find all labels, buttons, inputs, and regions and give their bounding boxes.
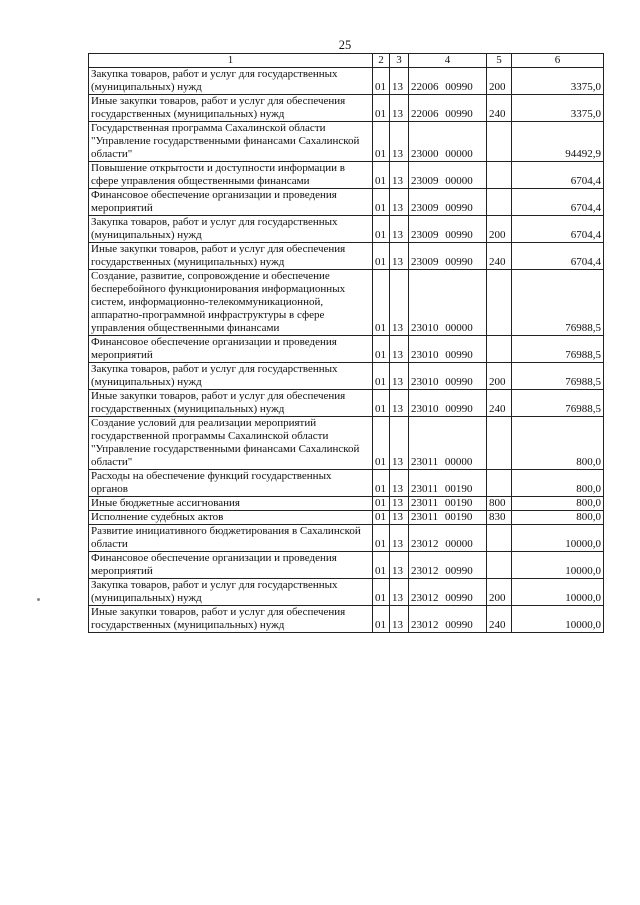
row-name: Иные закупки товаров, работ и услуг для обеспечения государственных (муниципальных) нужд — [89, 243, 373, 270]
row-amount: 76988,5 — [512, 363, 604, 390]
row-section: 01 — [373, 189, 390, 216]
row-section: 01 — [373, 243, 390, 270]
row-expense-type: 800 — [487, 497, 512, 511]
column-header-name: 1 — [89, 54, 373, 68]
row-section: 01 — [373, 390, 390, 417]
row-target-article: 23012 00990 — [409, 552, 487, 579]
table-row — [89, 417, 604, 470]
row-expense-type: 200 — [487, 216, 512, 243]
column-header-target-article: 4 — [409, 54, 487, 68]
row-expense-type — [487, 122, 512, 162]
row-name: Расходы на обеспечение функций государственных органов — [89, 470, 373, 497]
row-section: 01 — [373, 216, 390, 243]
row-amount: 6704,4 — [512, 189, 604, 216]
table-row — [89, 270, 604, 336]
column-header-expense-type: 5 — [487, 54, 512, 68]
row-target-article: 23000 00000 — [409, 122, 487, 162]
table-row — [89, 68, 604, 95]
row-section: 01 — [373, 579, 390, 606]
row-section: 01 — [373, 68, 390, 95]
row-amount: 10000,0 — [512, 552, 604, 579]
row-section: 01 — [373, 606, 390, 633]
row-amount: 76988,5 — [512, 390, 604, 417]
row-subsection: 13 — [390, 497, 409, 511]
row-subsection: 13 — [390, 511, 409, 525]
row-section: 01 — [373, 525, 390, 552]
table-body — [89, 68, 604, 633]
row-name: Государственная программа Сахалинской области "Управление государственными финансами Сахалинской области" — [89, 122, 373, 162]
row-expense-type — [487, 525, 512, 552]
row-name: Иные закупки товаров, работ и услуг для обеспечения государственных (муниципальных) нужд — [89, 95, 373, 122]
row-amount: 800,0 — [512, 497, 604, 511]
row-expense-type — [487, 470, 512, 497]
row-target-article: 23012 00990 — [409, 579, 487, 606]
row-section: 01 — [373, 470, 390, 497]
row-target-article: 23011 00190 — [409, 497, 487, 511]
table-row — [89, 189, 604, 216]
row-name: Закупка товаров, работ и услуг для государственных (муниципальных) нужд — [89, 363, 373, 390]
row-amount: 800,0 — [512, 511, 604, 525]
row-expense-type: 240 — [487, 390, 512, 417]
row-amount: 3375,0 — [512, 95, 604, 122]
row-amount: 6704,4 — [512, 243, 604, 270]
row-amount: 10000,0 — [512, 579, 604, 606]
row-expense-type: 830 — [487, 511, 512, 525]
row-name: Создание, развитие, сопровождение и обеспечение бесперебойного функционирования информационных систем, информационно-телекоммуникационной, аппаратно-программной инфраструктуры в сфере управления общественными финансами — [89, 270, 373, 336]
row-expense-type — [487, 270, 512, 336]
row-section: 01 — [373, 497, 390, 511]
table-row — [89, 122, 604, 162]
row-subsection: 13 — [390, 470, 409, 497]
row-target-article: 23009 00990 — [409, 243, 487, 270]
page-number: 25 — [338, 38, 352, 52]
row-section: 01 — [373, 95, 390, 122]
row-subsection: 13 — [390, 243, 409, 270]
table-row — [89, 336, 604, 363]
row-section: 01 — [373, 552, 390, 579]
row-name: Закупка товаров, работ и услуг для государственных (муниципальных) нужд — [89, 68, 373, 95]
row-subsection: 13 — [390, 95, 409, 122]
row-name: Иные закупки товаров, работ и услуг для обеспечения государственных (муниципальных) нужд — [89, 390, 373, 417]
row-target-article: 23010 00990 — [409, 390, 487, 417]
table-row — [89, 390, 604, 417]
row-target-article: 23009 00990 — [409, 216, 487, 243]
row-subsection: 13 — [390, 552, 409, 579]
row-target-article: 23009 00000 — [409, 162, 487, 189]
table-row — [89, 162, 604, 189]
row-subsection: 13 — [390, 417, 409, 470]
row-subsection: 13 — [390, 68, 409, 95]
table-row — [89, 470, 604, 497]
row-target-article: 23011 00000 — [409, 417, 487, 470]
table-row — [89, 511, 604, 525]
row-amount: 800,0 — [512, 470, 604, 497]
table-row — [89, 552, 604, 579]
row-expense-type — [487, 189, 512, 216]
table-row — [89, 243, 604, 270]
row-section: 01 — [373, 511, 390, 525]
row-amount: 94492,9 — [512, 122, 604, 162]
row-target-article: 23012 00990 — [409, 606, 487, 633]
row-target-article: 23010 00990 — [409, 363, 487, 390]
row-subsection: 13 — [390, 189, 409, 216]
row-name: Развитие инициативного бюджетирования в Сахалинской области — [89, 525, 373, 552]
row-section: 01 — [373, 336, 390, 363]
row-target-article: 23011 00190 — [409, 470, 487, 497]
row-expense-type: 240 — [487, 606, 512, 633]
row-target-article: 23011 00190 — [409, 511, 487, 525]
column-header-subsection: 3 — [390, 54, 409, 68]
row-name: Иные бюджетные ассигнования — [89, 497, 373, 511]
row-subsection: 13 — [390, 336, 409, 363]
row-expense-type — [487, 162, 512, 189]
row-target-article: 23009 00990 — [409, 189, 487, 216]
row-expense-type: 240 — [487, 95, 512, 122]
row-target-article: 23010 00000 — [409, 270, 487, 336]
row-amount: 3375,0 — [512, 68, 604, 95]
row-subsection: 13 — [390, 270, 409, 336]
budget-table — [88, 53, 604, 633]
row-amount: 800,0 — [512, 417, 604, 470]
row-name: Закупка товаров, работ и услуг для государственных (муниципальных) нужд — [89, 579, 373, 606]
table-row — [89, 497, 604, 511]
row-expense-type: 200 — [487, 579, 512, 606]
scan-speck — [37, 598, 40, 601]
row-name: Закупка товаров, работ и услуг для государственных (муниципальных) нужд — [89, 216, 373, 243]
row-section: 01 — [373, 363, 390, 390]
row-expense-type — [487, 552, 512, 579]
row-expense-type: 200 — [487, 363, 512, 390]
table-header-row — [89, 54, 604, 68]
row-name: Иные закупки товаров, работ и услуг для обеспечения государственных (муниципальных) нужд — [89, 606, 373, 633]
table-row — [89, 525, 604, 552]
table-row — [89, 95, 604, 122]
row-expense-type — [487, 336, 512, 363]
table-row — [89, 216, 604, 243]
row-expense-type — [487, 417, 512, 470]
row-section: 01 — [373, 122, 390, 162]
row-name: Создание условий для реализации мероприятий государственной программы Сахалинской области "Управление государственными финансами Сахалинской области" — [89, 417, 373, 470]
row-target-article: 23010 00990 — [409, 336, 487, 363]
row-target-article: 23012 00000 — [409, 525, 487, 552]
row-name: Повышение открытости и доступности информации в сфере управления общественными финансами — [89, 162, 373, 189]
row-subsection: 13 — [390, 606, 409, 633]
row-target-article: 22006 00990 — [409, 68, 487, 95]
column-header-amount: 6 — [512, 54, 604, 68]
row-amount: 76988,5 — [512, 336, 604, 363]
row-section: 01 — [373, 270, 390, 336]
table-row — [89, 606, 604, 633]
row-amount: 10000,0 — [512, 606, 604, 633]
row-subsection: 13 — [390, 216, 409, 243]
row-name: Финансовое обеспечение организации и проведения мероприятий — [89, 189, 373, 216]
row-name: Финансовое обеспечение организации и проведения мероприятий — [89, 552, 373, 579]
row-section: 01 — [373, 162, 390, 189]
row-section: 01 — [373, 417, 390, 470]
row-subsection: 13 — [390, 579, 409, 606]
row-amount: 6704,4 — [512, 216, 604, 243]
table-row — [89, 579, 604, 606]
row-subsection: 13 — [390, 162, 409, 189]
row-name: Финансовое обеспечение организации и проведения мероприятий — [89, 336, 373, 363]
row-amount: 10000,0 — [512, 525, 604, 552]
row-amount: 6704,4 — [512, 162, 604, 189]
column-header-section: 2 — [373, 54, 390, 68]
row-subsection: 13 — [390, 363, 409, 390]
row-subsection: 13 — [390, 525, 409, 552]
row-target-article: 22006 00990 — [409, 95, 487, 122]
row-subsection: 13 — [390, 390, 409, 417]
row-expense-type: 200 — [487, 68, 512, 95]
row-expense-type: 240 — [487, 243, 512, 270]
row-amount: 76988,5 — [512, 270, 604, 336]
row-name: Исполнение судебных актов — [89, 511, 373, 525]
table-row — [89, 363, 604, 390]
row-subsection: 13 — [390, 122, 409, 162]
